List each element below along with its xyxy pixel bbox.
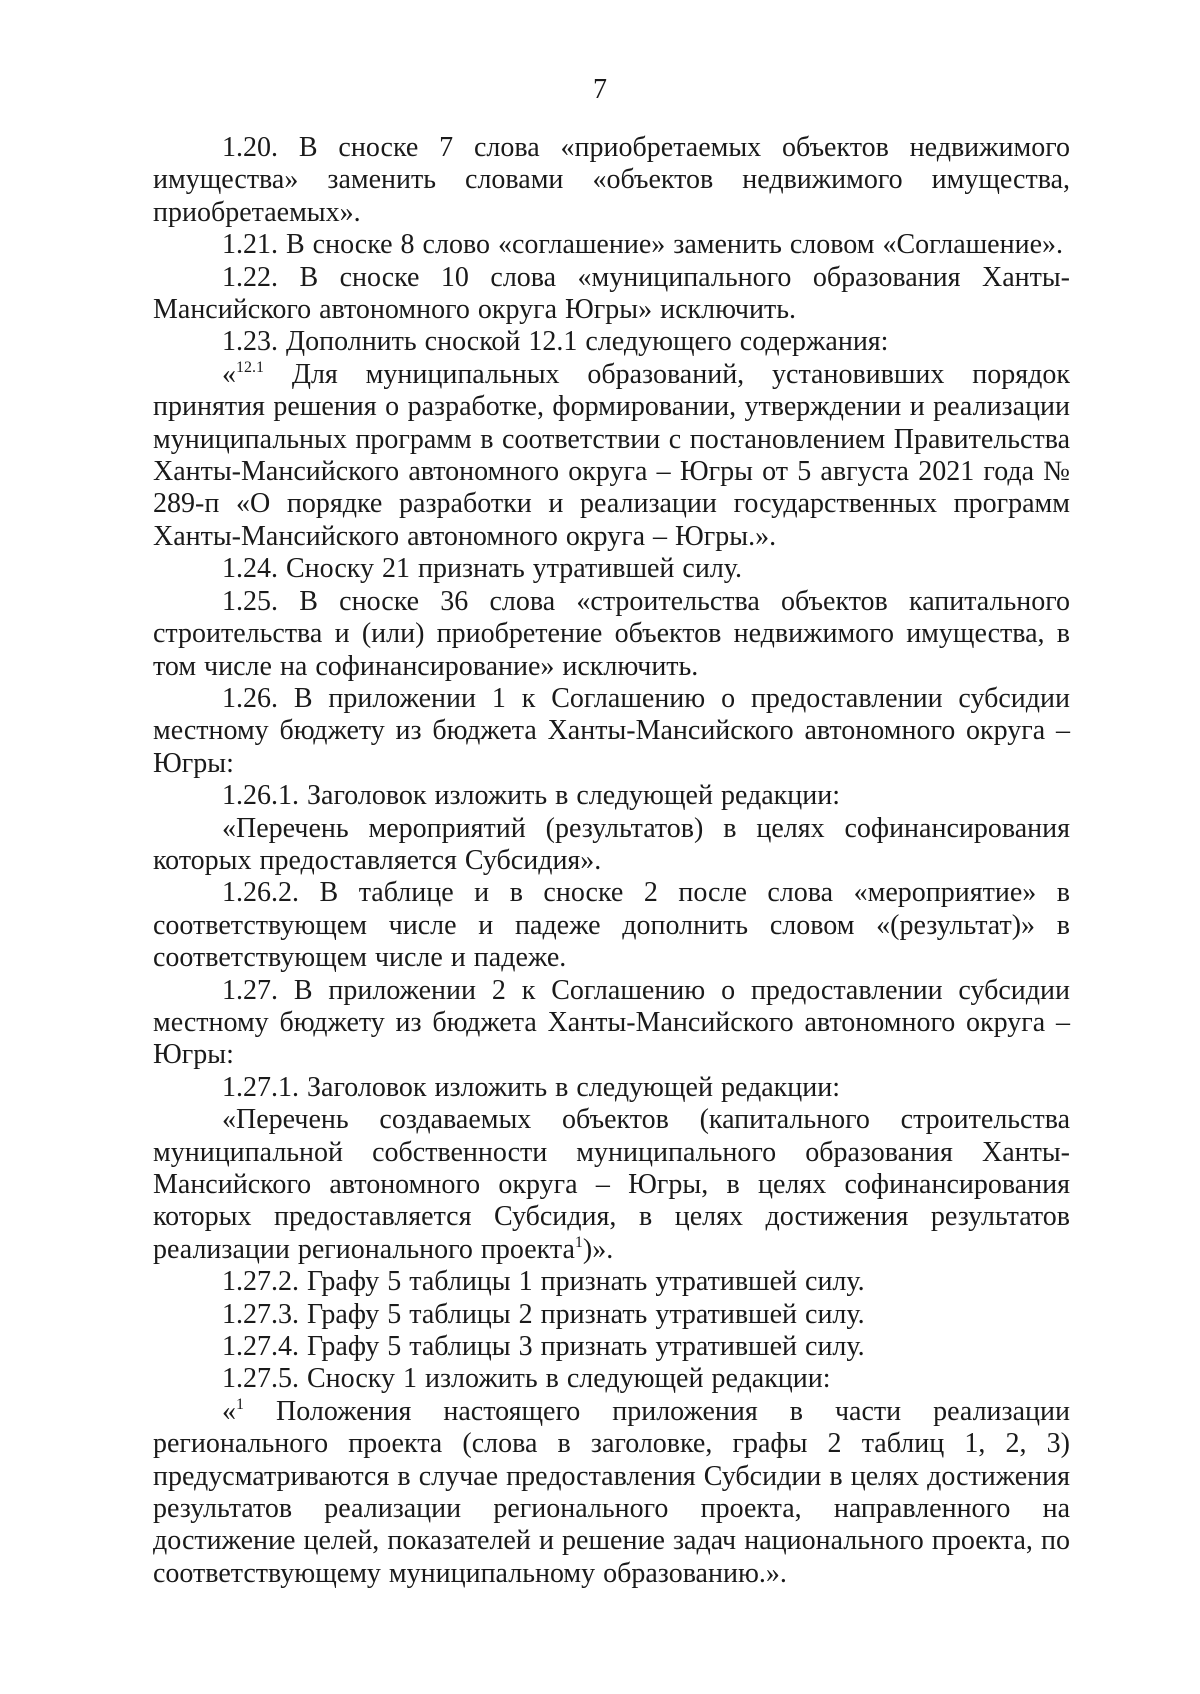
paragraph-1-24: 1.24. Сноску 21 признать утратившей силу. [222,553,742,585]
quote-open: « [222,1395,236,1427]
heading-text-1-27-1-end: )». [582,1233,614,1265]
footnote-1-body: Положения настоящего приложения в части реализации регионального проекта (слова в заголовке, графы 2 таблиц 1, 2, 3) предусматриваются в случае предоставления Субсидии в целях достижения результатов реализации регионального проекта, направленного на достижение целей, показателей и решение задач национального проекта, по соответствующему муниципальному образованию.». [153,1395,1070,1589]
footnote-mark-1: 1 [236,1395,244,1413]
footnote-12-1-body: Для муниципальных образований, установивших порядок принятия решения о разработке, формировании, утверждении и реализации муниципальных программ в соответствии с постановлением Правительства Ханты-Мансийского автономного округа – Югры от 5 августа 2021 года № 289-п «О порядке разработки и реализации государственных программ Ханты-Мансийского автономного округа – Югры.». [153,358,1070,552]
paragraph-1-27-1: 1.27.1. Заголовок изложить в следующей редакции: [222,1071,841,1103]
paragraph-1-26-1: 1.26.1. Заголовок изложить в следующей редакции: [222,780,841,812]
paragraph-1-27: 1.27. В приложении 2 к Соглашению о предоставлении субсидии местному бюджету из бюджета Ханты-Мансийского автономного округа – Югры: [153,974,1070,1071]
footnote-12-1-text [153,359,1070,553]
paragraph-1-27-2: 1.27.2. Графу 5 таблицы 1 признать утратившей силу. [222,1266,865,1298]
heading-text-1-27-1-body: «Перечень создаваемых объектов (капитального строительства муниципальной собственности муниципального образования Ханты-Мансийского автономного округа – Югры, в целях софинансирования которых предоставляется Субсидия, в целях достижения результатов реализации регионального проекта [153,1104,1070,1265]
paragraph-1-20: 1.20. В сноске 7 слова «приобретаемых объектов недвижимого имущества» заменить словами «объектов недвижимого имущества, приобретаемых». [153,132,1070,228]
paragraph-1-27-5: 1.27.5. Сноску 1 изложить в следующей редакции: [222,1363,831,1395]
document-body [153,132,1070,1590]
paragraph-1-22: 1.22. В сноске 10 слова «муниципального образования Ханты-Мансийского автономного округа Югры» исключить. [153,261,1070,326]
paragraph-1-26: 1.26. В приложении 1 к Соглашению о предоставлении субсидии местному бюджету из бюджета Ханты-Мансийского автономного округа – Югры: [153,682,1070,779]
paragraph-1-27-3: 1.27.3. Графу 5 таблицы 2 признать утратившей силу. [222,1298,865,1330]
page-number: 7 [593,74,607,105]
heading-text-1-27-1 [153,1104,1070,1266]
paragraph-1-26-2: 1.26.2. В таблице и в сноске 2 после слова «мероприятие» в соответствующем числе и падеже дополнить словом «(результат)» в соответствующем числе и падеже. [153,877,1070,974]
paragraph-1-21: 1.21. В сноске 8 слово «соглашение» заменить словом «Соглашение». [222,229,1063,261]
footnote-mark-12-1: 12.1 [236,358,264,376]
paragraph-1-27-4: 1.27.4. Графу 5 таблицы 3 признать утратившей силу. [222,1331,865,1363]
footnote-1-text [153,1396,1070,1590]
footnote-mark-1: 1 [574,1233,583,1251]
paragraph-1-23: 1.23. Дополнить сноской 12.1 следующего содержания: [222,326,889,358]
quote-open: « [222,358,236,390]
heading-text-1-26-1: «Перечень мероприятий (результатов) в целях софинансирования которых предоставляется Субсидия». [153,812,1070,876]
paragraph-1-25: 1.25. В сноске 36 слова «строительства объектов капитального строительства и (или) приобретение объектов недвижимого имущества, в том числе на софинансирование» исключить. [153,585,1070,682]
